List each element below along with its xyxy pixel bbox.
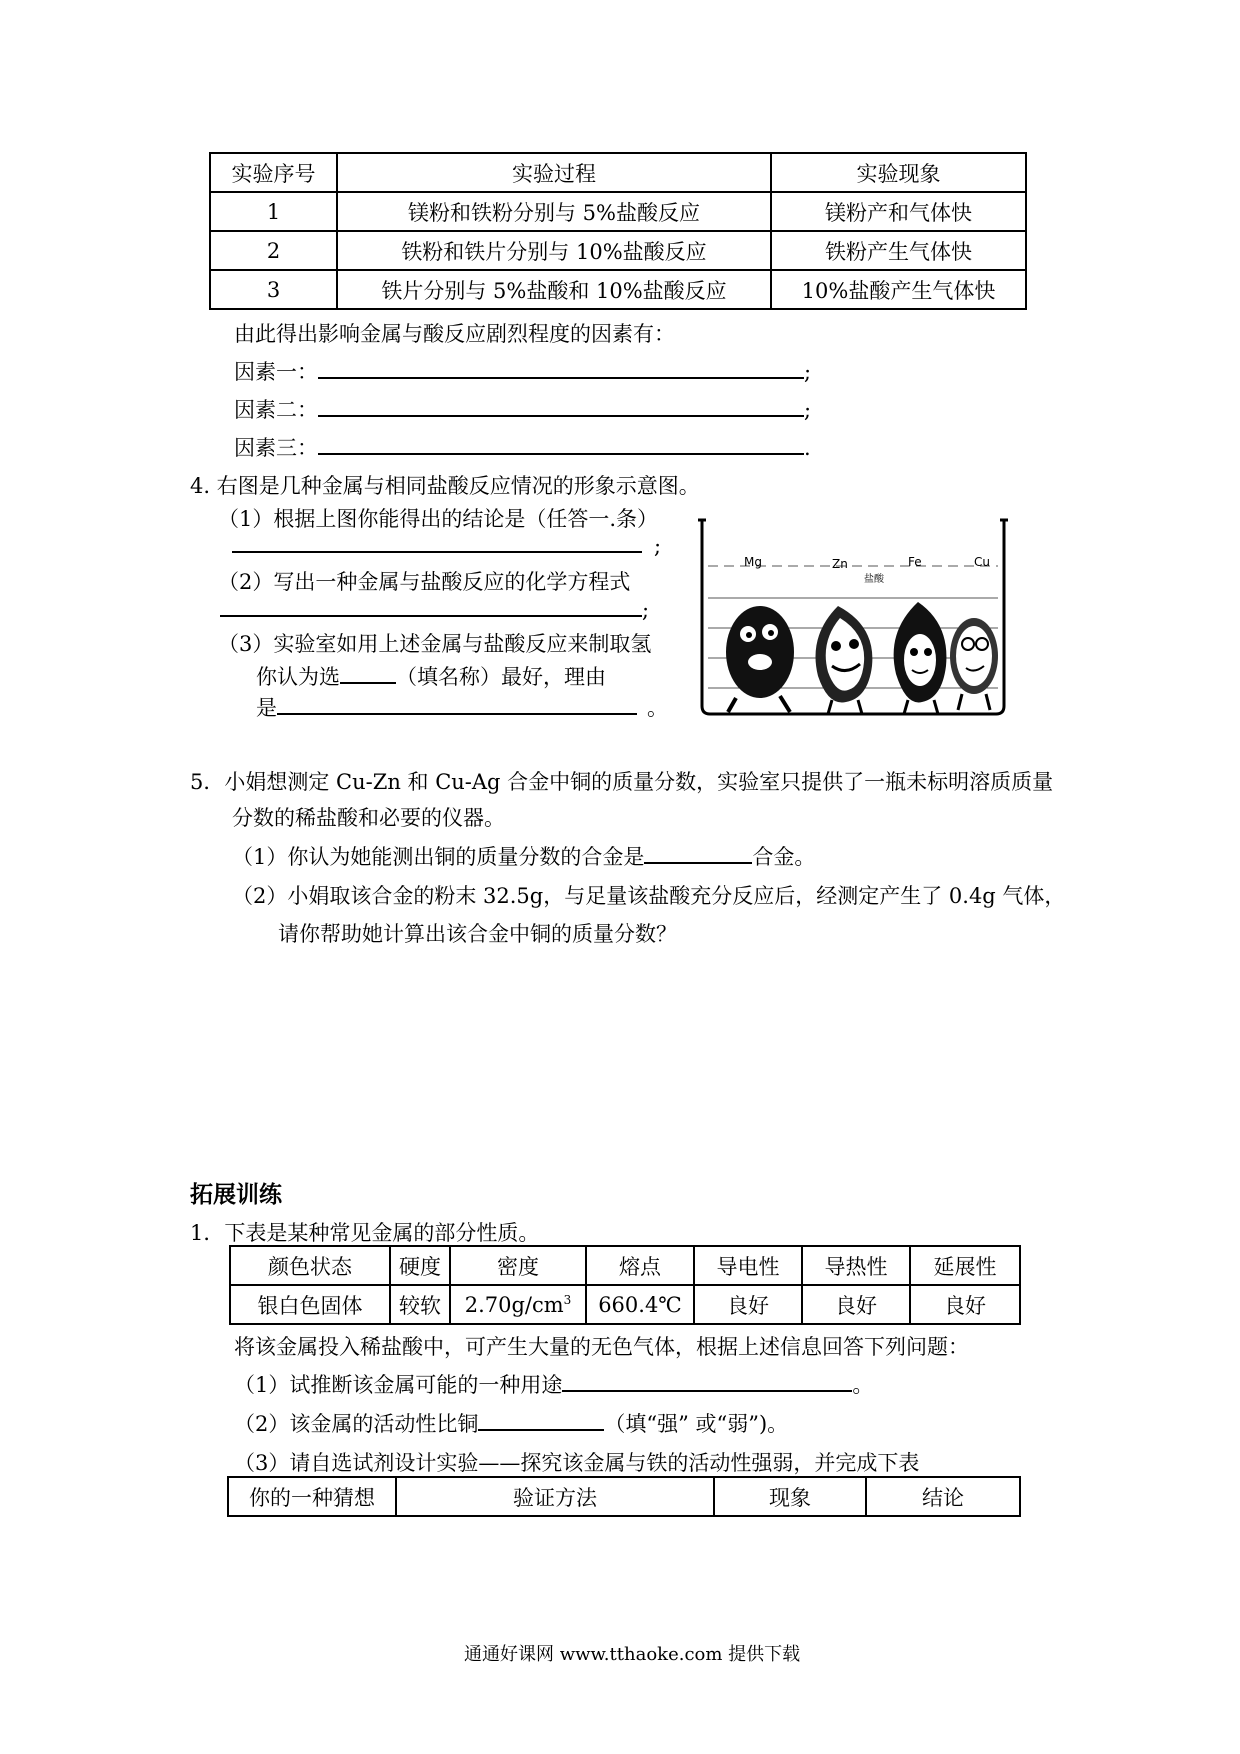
factor-line-3 [234,432,811,462]
e1-part3: （3）请自选试剂设计实验——探究该金属与铁的活动性强弱，并完成下表 [234,1451,920,1475]
q4-title: 4. 右图是几种金属与相同盐酸反应情况的形象示意图。 [190,474,700,498]
table-cell: 良好 [694,1285,802,1324]
answer-blank[interactable] [478,1429,604,1431]
answer-blank[interactable] [644,862,752,864]
header-cell: 实验现象 [771,153,1026,192]
answer-blank[interactable] [318,415,804,417]
header-cell: 导热性 [802,1246,910,1285]
footer-text: 通通好课网 www.tthaoke.com 提供下载 [464,1644,801,1665]
table-header-row [228,1477,1020,1516]
factor-label: 因素三： [234,436,318,460]
answer-blank[interactable] [340,682,396,684]
e1-intro: 1．下表是某种常见金属的部分性质。 [190,1221,540,1245]
label-zn: Zn [832,557,848,571]
table-cell: $2.70g/cm^3$ [450,1285,586,1324]
factor-end: . [804,436,811,460]
label-mg: Mg [744,555,762,569]
header-cell: 熔点 [586,1246,694,1285]
table-cell: 良好 [802,1285,910,1324]
q5-line2: 分数的稀盐酸和必要的仪器。 [232,806,505,830]
design-table [227,1476,1021,1517]
e1-part2: （2）该金属的活动性比铜 （填“强” 或“弱”)。 [234,1412,789,1436]
header-cell: 密度 [450,1246,586,1285]
q4-part1-answer: ; [232,534,661,558]
table-cell: 铁粉产生气体快 [771,231,1026,270]
answer-blank[interactable] [318,453,804,455]
answer-blank[interactable] [277,713,637,715]
table-cell: 良好 [910,1285,1020,1324]
table-row [230,1285,1020,1324]
header-cell: 延展性 [910,1246,1020,1285]
table-cell: 较软 [390,1285,450,1324]
factor-label: 因素二： [234,398,318,422]
header-cell: 结论 [866,1477,1020,1516]
table-cell: 镁粉和铁粉分别与 5%盐酸反应 [337,192,771,231]
factor-end: ; [804,360,812,384]
q4-part2: （2）写出一种金属与盐酸反应的化学方程式 [218,570,631,594]
q4-part3-b: 你认为选 （填名称）最好，理由 [256,665,606,689]
mg-character-icon [726,606,794,712]
table-cell: 3 [210,270,337,309]
fe-character-icon [894,602,947,714]
factor-label: 因素一： [234,360,318,384]
e1-part1: （1）试推断该金属可能的一种用途 。 [234,1373,874,1397]
header-cell: 导电性 [694,1246,802,1285]
header-cell: 验证方法 [396,1477,714,1516]
header-cell: 实验过程 [337,153,771,192]
q4-part3: （3）实验室如用上述金属与盐酸反应来制取氢 [218,632,652,656]
header-cell: 你的一种猜想 [228,1477,396,1516]
e1-after: 将该金属投入稀盐酸中，可产生大量的无色气体，根据上述信息回答下列问题： [234,1335,969,1359]
table-cell: 660.4℃ [586,1285,694,1324]
table-row [210,192,1026,231]
metal-properties-table [229,1245,1021,1325]
q5-part2-line1: （2）小娟取该合金的粉末 32.5g，与足量该盐酸充分反应后，经测定产生了 0.4g 气体， [232,884,1066,908]
experiment-table [209,152,1027,310]
table-header-row [230,1246,1020,1285]
factors-intro: 由此得出影响金属与酸反应剧烈程度的因素有： [234,322,675,346]
table-cell: 1 [210,192,337,231]
section-title: 拓展训练 [190,1182,282,1208]
q4-part3-c: 是 。 [256,696,668,720]
factor-line-1 [234,356,811,386]
q5-part2-line2: 请你帮助她计算出该合金中铜的质量分数？ [278,922,677,946]
q4-part2-answer: ; [220,598,649,622]
header-cell: 颜色状态 [230,1246,390,1285]
table-cell: 银白色固体 [230,1285,390,1324]
answer-blank[interactable] [562,1390,852,1392]
factor-line-2 [234,394,811,424]
answer-blank[interactable] [232,551,642,553]
header-cell: 实验序号 [210,153,337,192]
q4-part1: （1）根据上图你能得出的结论是（任答一.条） [218,507,659,531]
label-acid: 盐酸 [864,574,884,585]
table-header-row [210,153,1026,192]
beaker-figure [696,516,1010,718]
table-cell: 2 [210,231,337,270]
table-cell: 镁粉产和气体快 [771,192,1026,231]
cu-character-icon [950,618,998,710]
table-cell: 10%盐酸产生气体快 [771,270,1026,309]
factor-end: ; [804,398,812,422]
label-cu: Cu [974,555,990,569]
zn-character-icon [816,606,873,714]
table-cell: 铁粉和铁片分别与 10%盐酸反应 [337,231,771,270]
header-cell: 现象 [714,1477,866,1516]
q5-line1: 5．小娟想测定 Cu-Zn 和 Cu-Ag 合金中铜的质量分数，实验室只提供了一瓶未标明溶质质量 [190,770,1054,794]
table-row [210,270,1026,309]
table-row [210,231,1026,270]
label-fe: Fe [908,555,922,569]
table-cell: 铁片分别与 5%盐酸和 10%盐酸反应 [337,270,771,309]
answer-blank[interactable] [318,377,804,379]
q5-part1: （1）你认为她能测出铜的质量分数的合金是 合金。 [232,845,816,869]
header-cell: 硬度 [390,1246,450,1285]
answer-blank[interactable] [220,615,642,617]
